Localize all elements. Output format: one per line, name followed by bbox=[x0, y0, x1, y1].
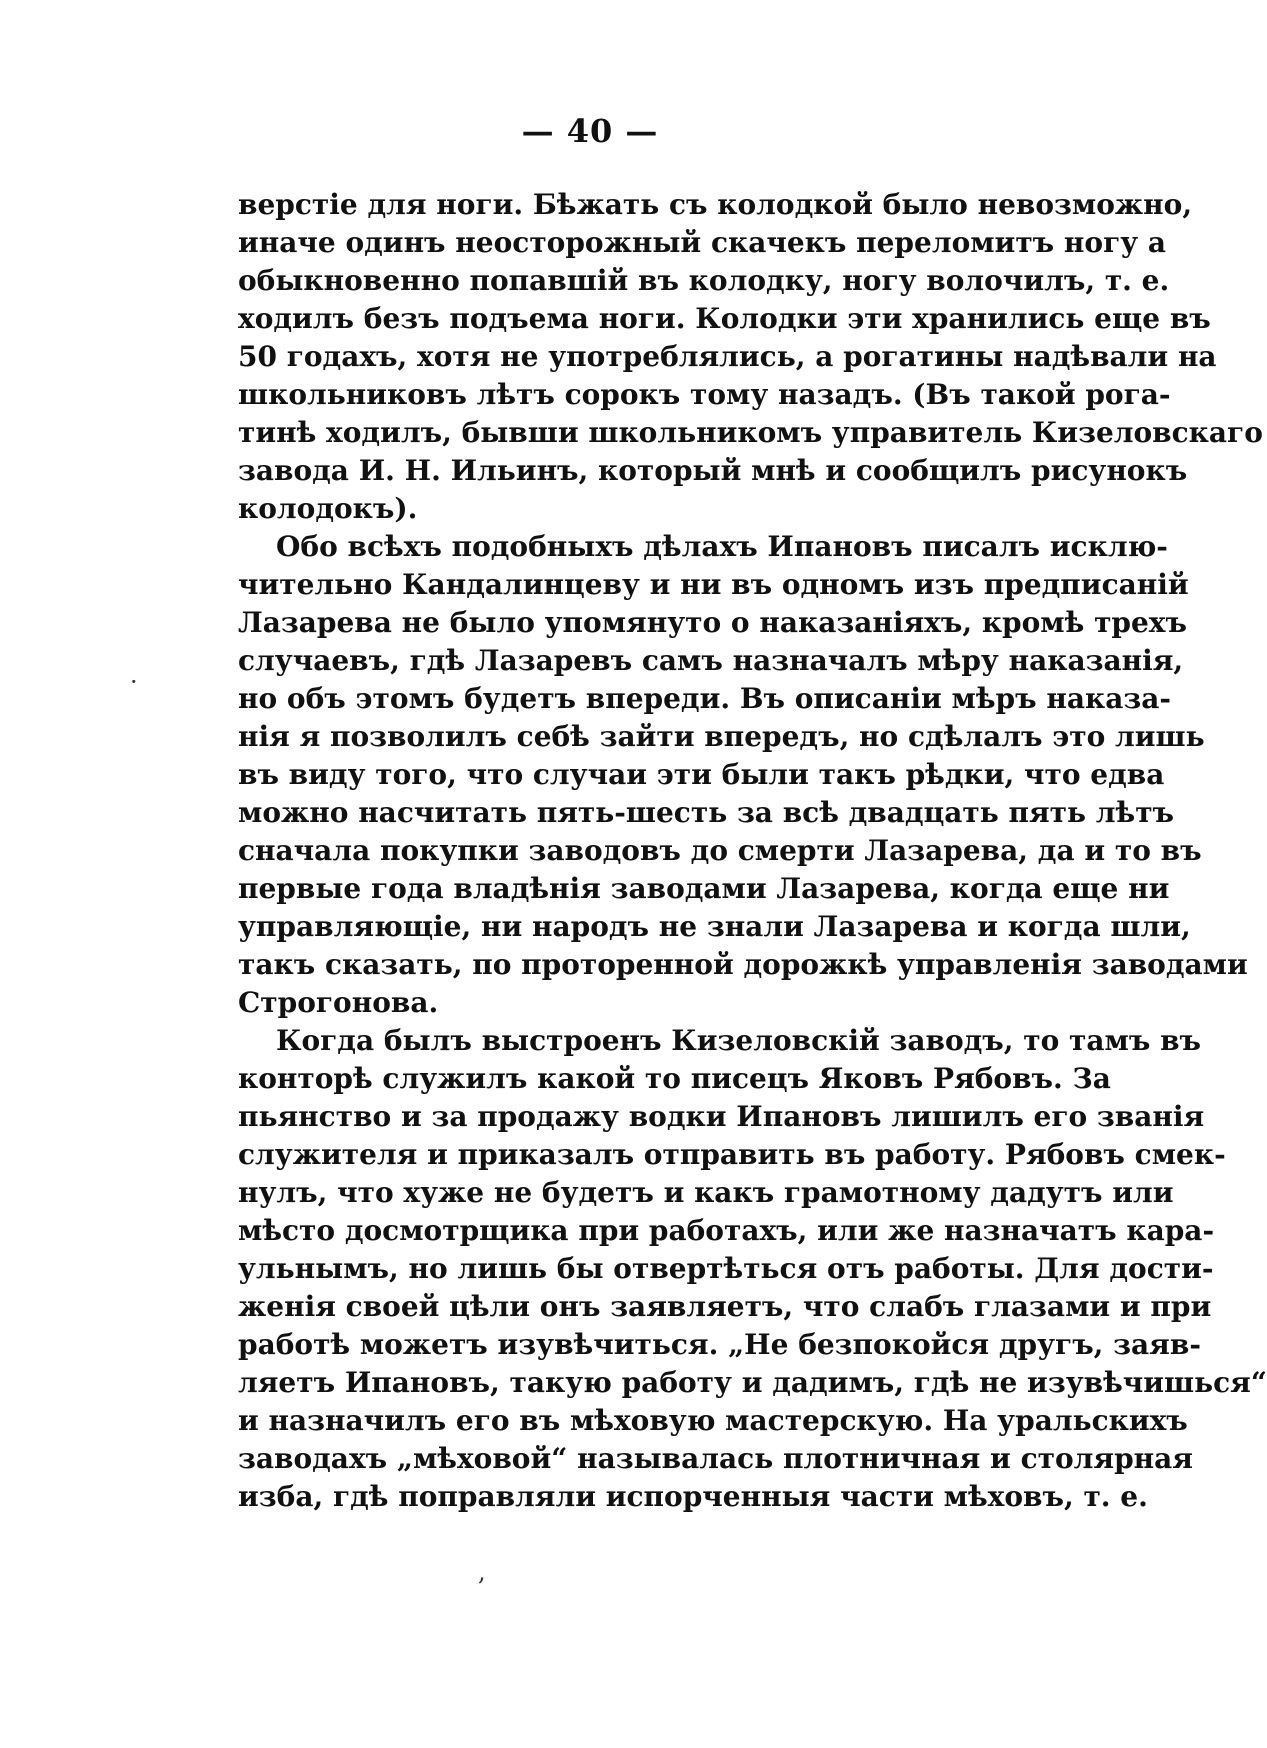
text-line: служителя и приказалъ отправить въ работу. Рябовъ смек- bbox=[238, 1138, 1226, 1171]
ink-speck-mark: , bbox=[478, 1558, 486, 1586]
text-line: мѣсто досмотрщика при работахъ, или же назначатъ кара- bbox=[238, 1214, 1215, 1247]
text-line: обыкновенно попавшій въ колодку, ногу волочилъ, т. е. bbox=[238, 264, 1170, 297]
text-line: женія своей цѣли онъ заявляетъ, что слабъ глазами и при bbox=[238, 1290, 1212, 1323]
text-line: нія я позволилъ себѣ зайти впередъ, но сдѣлалъ это лишь bbox=[238, 720, 1205, 753]
text-line: заводахъ „мѣховой“ называлась плотничная и столярная bbox=[238, 1442, 1193, 1475]
text-line: можно насчитать пять-шесть за всѣ двадцать пять лѣтъ bbox=[238, 796, 1175, 829]
text-line: тинѣ ходилъ, бывши школьникомъ управитель Кизеловскаго bbox=[238, 416, 1263, 449]
text-line: работѣ можетъ изувѣчиться. „Не безпокойся другъ, заяв- bbox=[238, 1328, 1201, 1361]
text-line: Когда былъ выстроенъ Кизеловскій заводъ, то тамъ въ bbox=[276, 1024, 1202, 1057]
text-line: пьянство и за продажу водки Ипановъ лишилъ его званія bbox=[238, 1100, 1205, 1133]
text-line: нулъ, что хуже не будетъ и какъ грамотному дадутъ или bbox=[238, 1176, 1174, 1209]
text-line: иначе одинъ неосторожный скачекъ переломитъ ногу а bbox=[238, 226, 1167, 259]
text-line: 50 годахъ, хотя не употреблялись, а рогатины надѣвали на bbox=[238, 340, 1217, 373]
text-line: школьниковъ лѣтъ сорокъ тому назадъ. (Въ такой рога- bbox=[238, 378, 1171, 411]
text-line: изба, гдѣ поправляли испорченныя части мѣховъ, т. е. bbox=[238, 1480, 1148, 1513]
body-text bbox=[238, 186, 1267, 1516]
text-line: конторѣ служилъ какой то писецъ Яковъ Рябовъ. За bbox=[238, 1062, 1111, 1095]
text-line: первые года владѣнія заводами Лазарева, когда еще ни bbox=[238, 872, 1170, 905]
text-line: завода И. Н. Ильинъ, который мнѣ и сообщилъ рисунокъ bbox=[238, 454, 1188, 487]
text-line: и назначилъ его въ мѣховую мастерскую. На уральскихъ bbox=[238, 1404, 1188, 1437]
text-line: ходилъ безъ подъема ноги. Колодки эти хранились еще въ bbox=[238, 302, 1211, 335]
text-line: ляетъ Ипановъ, такую работу и дадимъ, гдѣ не изувѣчишься“ bbox=[238, 1366, 1267, 1399]
ink-speck-mark: · bbox=[130, 668, 138, 696]
paragraph-1 bbox=[238, 186, 1263, 528]
paragraph-3 bbox=[238, 1022, 1267, 1516]
text-line: ульнымъ, но лишь бы отвертѣться отъ работы. Для дости- bbox=[238, 1252, 1214, 1285]
text-line: сначала покупки заводовъ до смерти Лазарева, да и то въ bbox=[238, 834, 1202, 867]
text-line: верстіе для ноги. Бѣжать съ колодкой было невозможно, bbox=[238, 188, 1193, 221]
text-line: Лазарева не было упомянуто о наказаніяхъ, кромѣ трехъ bbox=[238, 606, 1187, 639]
text-line: управляющіе, ни народъ не знали Лазарева и когда шли, bbox=[238, 910, 1191, 943]
text-line: въ виду того, что случаи эти были такъ рѣдки, что едва bbox=[238, 758, 1165, 791]
text-line: колодокъ). bbox=[238, 492, 418, 525]
text-line: Строгонова. bbox=[238, 986, 439, 1019]
page-number: — 40 — bbox=[521, 112, 659, 150]
text-line: такъ сказать, по проторенной дорожкѣ управленія заводами bbox=[238, 948, 1248, 981]
paragraph-2 bbox=[238, 528, 1248, 1022]
text-line: случаевъ, гдѣ Лазаревъ самъ назначалъ мѣру наказанія, bbox=[238, 644, 1184, 677]
text-line: чительно Кандалинцеву и ни въ одномъ изъ предписаній bbox=[238, 568, 1189, 601]
text-line: Обо всѣхъ подобныхъ дѣлахъ Ипановъ писалъ исклю- bbox=[276, 530, 1168, 563]
text-line: но объ этомъ будетъ впереди. Въ описаніи мѣръ наказа- bbox=[238, 682, 1171, 715]
